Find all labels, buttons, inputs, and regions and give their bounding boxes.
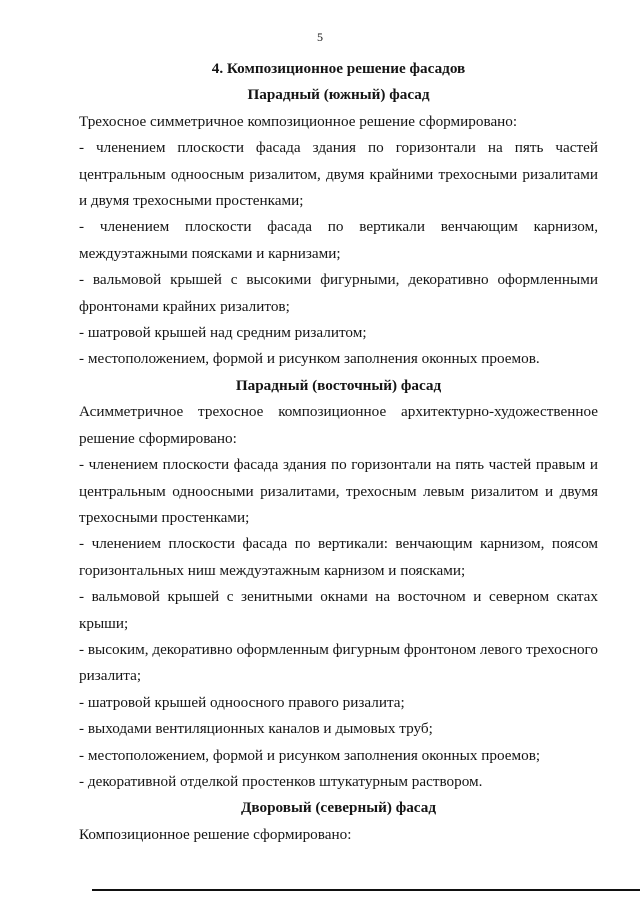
list-item: - выходами вентиляционных каналов и дымовых труб; (79, 720, 433, 738)
list-item: - местоположением, формой и рисунком заполнения оконных проемов; (79, 746, 541, 764)
list-item: - высоким, декоративно оформленным фигурным фронтоном левого трехосного ризалита; (79, 640, 598, 685)
list-item: - шатровой крышей одноосного правого ризалита; (79, 693, 405, 711)
subsection-heading-north: Дворовый (северный) фасад (240, 799, 437, 817)
list-item: - членением плоскости фасада здания по горизонтали на пять частей правым и центральным одноосными ризалитами, трехосным левым ризалитом и двумя трехосными простенками; (79, 456, 598, 526)
list-item: - шатровой крышей над средним ризалитом; (79, 324, 367, 342)
intro-paragraph: Трехосное симметричное композиционное решение сформировано: (79, 112, 518, 130)
intro-paragraph: Асимметричное трехосное композиционное архитектурно-художественное решение сформировано: (79, 403, 598, 447)
list-item: - членением плоскости фасада по вертикали: венчающим карнизом, поясом горизонтальных ниш междуэтажным карнизом и поясками; (79, 535, 598, 579)
list-item: - декоративной отделкой простенков штукатурным раствором. (79, 772, 483, 790)
section-title: 4. Композиционное решение фасадов (211, 60, 466, 77)
subsection-heading-east: Парадный (восточный) фасад (235, 376, 442, 394)
list-item: - членением плоскости фасада по вертикали венчающим карнизом, междуэтажными поясками и карнизами; (79, 218, 598, 262)
list-item: - местоположением, формой и рисунком заполнения оконных проемов. (79, 350, 540, 368)
page-number: 5 (317, 30, 323, 44)
list-item: - вальмовой крышей с высокими фигурными, декоративно оформленными фронтонами крайних ризалитов; (79, 271, 598, 315)
list-item: - вальмовой крышей с зенитными окнами на восточном и северном скатах крыши; (79, 588, 598, 632)
subsection-heading-south: Парадный (южный) фасад (247, 86, 430, 104)
list-item: - членением плоскости фасада здания по горизонтали на пять частей центральным одноосным ризалитом, двумя крайними трехосными ризалитами и двумя трехосными простенками; (79, 139, 598, 210)
document-body (79, 56, 598, 848)
intro-paragraph: Композиционное решение сформировано: (79, 825, 352, 843)
scan-edge-line (92, 889, 640, 891)
